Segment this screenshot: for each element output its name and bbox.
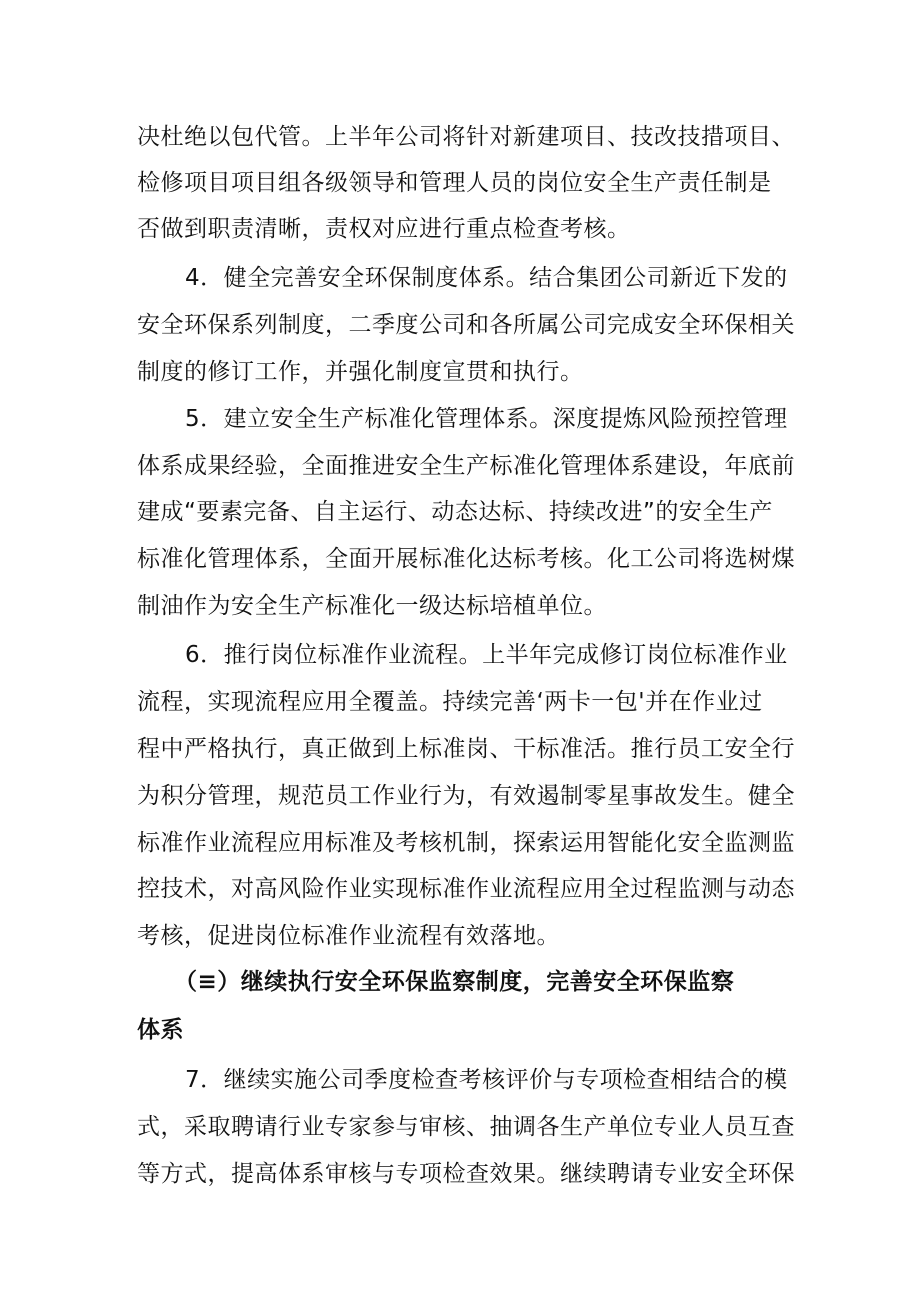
text-line-4: 4．健全完善安全环保制度体系。结合集团公司新近下发的 bbox=[185, 265, 788, 291]
text-line-19: 7．继续实施公司季度检查考核评价与专项检查相结合的模 bbox=[185, 1067, 788, 1093]
section-heading-line-1: （≡）继续执行安全环保监察制度，完善安全环保监察 bbox=[174, 969, 735, 995]
text-line-20: 式，采取聘请行业专家参与审核、抽调各生产单位专业人员互查 bbox=[137, 1114, 795, 1140]
text-line-11: 制油作为安全生产标准化一级达标培植单位。 bbox=[137, 593, 607, 619]
text-line-8: 体系成果经验，全面推进安全生产标准化管理体系建设，年底前 bbox=[137, 453, 795, 479]
text-line-1: 决杜绝以包代管。上半年公司将针对新建项目、技改技措项目、 bbox=[137, 124, 795, 150]
text-line-7: 5．建立安全生产标准化管理体系。深度提炼风险预控管理 bbox=[185, 406, 788, 432]
section-heading-line-2: 体系 bbox=[137, 1017, 184, 1043]
text-line-16: 标准作业流程应用标准及考核机制，探索运用智能化安全监测监 bbox=[137, 830, 795, 856]
text-line-3: 否做到职责清晰，责权对应进行重点检查考核。 bbox=[137, 216, 631, 242]
text-line-5: 安全环保系列制度，二季度公司和各所属公司完成安全环保相关 bbox=[137, 312, 795, 338]
text-line-18: 考核，促进岗位标准作业流程有效落地。 bbox=[137, 923, 560, 949]
text-line-10: 标准化管理体系，全面开展标准化达标考核。化工公司将选树煤 bbox=[137, 546, 795, 572]
text-line-15: 为积分管理，规范员工作业行为，有效遏制零星事故发生。健全 bbox=[137, 783, 795, 809]
text-line-9: 建成“要素完备、自主运行、动态达标、持续改进”的安全生产 bbox=[137, 499, 773, 525]
text-line-17: 控技术，对高风险作业实现标准作业流程应用全过程监测与动态 bbox=[137, 876, 795, 902]
text-line-2: 检修项目项目组各级领导和管理人员的岗位安全生产责任制是 bbox=[137, 170, 772, 196]
text-line-21: 等方式，提高体系审核与专项检查效果。继续聘请专业安全环保 bbox=[137, 1161, 795, 1187]
text-line-14: 程中严格执行，真正做到上标准岗、干标准活。推行员工安全行 bbox=[137, 736, 795, 762]
text-line-6: 制度的修订工作，并强化制度宣贯和执行。 bbox=[137, 359, 584, 385]
text-line-12: 6．推行岗位标准作业流程。上半年完成修订岗位标准作业 bbox=[185, 642, 788, 668]
text-line-13: 流程，实现流程应用全覆盖。持续完善‘两卡一包'并在作业过 bbox=[137, 689, 763, 715]
